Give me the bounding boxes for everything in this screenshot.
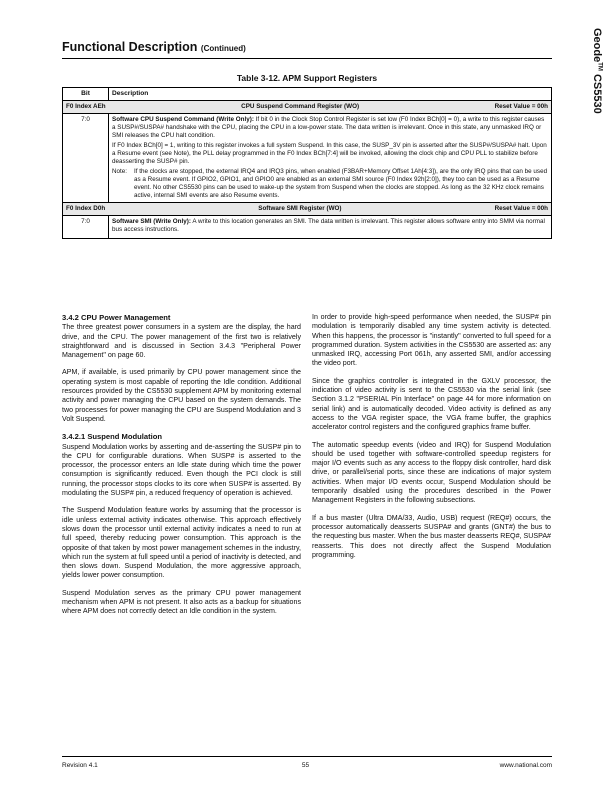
note xyxy=(112,168,548,200)
paragraph: Suspend Modulation serves as the primary CPU power management mechanism when APM is not present. It also acts as a backup for situations where APM does not correctly detect an Idle condition in the system. xyxy=(62,588,301,616)
page-title-continued: (Continued) xyxy=(200,44,246,53)
footer-page-number: 55 xyxy=(301,762,310,769)
page-title-text: Functional Description xyxy=(62,40,198,54)
footer-url: www.national.com xyxy=(499,762,552,769)
note-label: Note: xyxy=(112,168,128,175)
apm-registers-table xyxy=(62,87,552,239)
col-header-description: Description xyxy=(109,88,552,101)
col-header-bit: Bit xyxy=(63,88,109,101)
left-column xyxy=(62,313,301,625)
field-description-2: If F0 Index BCh[0] = 1, writing to this register invokes a full system Suspend. In this case, the SUSP_3V pin is asserted after the SUSP#/SUSPA# halt. Upon a Resume event (see Note), the PLL delay programmed in the F0 Index BCh[7:4] will be invoked, allowing the clock chip and CPU PLL to stabilize before deasserting the SUSP# pin. xyxy=(112,142,547,165)
bit-cell: 7:0 xyxy=(63,216,109,239)
table-row xyxy=(63,114,552,203)
paragraph: The three greatest power consumers in a system are the display, the hard drive, and the CPU. The power management of the first two is relatively straightforward and is discussed in Section 3.4.3 "Peripheral Power Management" on page 60. xyxy=(62,323,301,360)
paragraph: In order to provide high-speed performance when needed, the SUSP# pin modulation is temporarily disabled any time system activity is detected. When this happens, the processor is "instantly" converted to full speed for a programmed duration. System activities in the CS5530 are asserted as: any unmasked IRQ, accessing Port 061h, any asserted SMI, and/or accessing the video port. xyxy=(312,313,551,368)
paragraph: The Suspend Modulation feature works by assuming that the processor is idle unless external activity indicates otherwise. This approach effectively slows down the processor until external activity indicates a need to run at full speed, thereby reducing power consumption. This approach is the opposite of that taken by most power management schemes in the industry, which run the system at full speed until a period of inactivity is detected, and then slows down. Suspend Modulation, the more aggressive approach, yields lower power consumption. xyxy=(62,506,301,580)
table-row xyxy=(63,216,552,239)
register-index: F0 Index D0h xyxy=(66,205,106,212)
register-section-row xyxy=(63,101,552,114)
register-section-row xyxy=(63,203,552,216)
side-trademark: TM xyxy=(596,62,603,71)
register-index: F0 Index AEh xyxy=(66,103,106,110)
right-column xyxy=(312,313,551,568)
field-name: Software SMI (Write Only): xyxy=(112,218,191,225)
description-cell xyxy=(109,114,552,203)
bit-cell: 7:0 xyxy=(63,114,109,203)
register-name: Software SMI Register (WO) xyxy=(258,205,342,212)
register-reset-value: Reset Value = 00h xyxy=(494,103,548,110)
page-title xyxy=(62,40,246,54)
paragraph: If a bus master (Ultra DMA/33, Audio, USB) request (REQ#) occurs, the processor automatically deasserts SUSPA# and grants (GNT#) the bus to the requesting bus master. When the bus master deasserts REQ#, SUSPA# reasserts. This does not directly affect the Suspend Modulation programming. xyxy=(312,513,551,559)
side-tab xyxy=(556,22,606,782)
description-cell xyxy=(109,216,552,239)
field-name: Software CPU Suspend Command (Write Only): xyxy=(112,116,254,123)
section-heading-3-4-2-1: 3.4.2.1 Suspend Modulation xyxy=(62,432,162,442)
field-description: If bit 0 in the Clock Stop Control Register is set low (F0 Index BCh[0] = 0), a write to this register causes a SUSP#/SUSPA# handshake with the CPU, placing the CPU in a low-power state. The data written is irrelevant. Once in this state, any unmasked IRQ or SMI releases the CPU halt condition. xyxy=(112,116,545,139)
side-brand: Geode xyxy=(591,28,603,63)
section-heading-3-4-2: 3.4.2 CPU Power Management xyxy=(62,313,171,322)
register-name: CPU Suspend Command Register (WO) xyxy=(241,103,360,110)
table-caption: Table 3-12. APM Support Registers xyxy=(236,73,378,83)
register-reset-value: Reset Value = 00h xyxy=(494,205,548,212)
table-header-row xyxy=(63,88,552,101)
footer-divider xyxy=(62,756,552,757)
field-description: A write to this location generates an SMI. The data written is irrelevant. This register allows software entry into SMM via normal bus access instructions. xyxy=(112,218,545,233)
footer-revision: Revision 4.1 xyxy=(62,762,98,769)
side-model: CS5530 xyxy=(591,73,603,114)
paragraph: The automatic speedup events (video and IRQ) for Suspend Modulation should be used together with software-controlled speedup registers for major I/O events such as any access to the floppy disk controller, hard disk drive, or parallel/serial ports, since these are indications of major system activities. When major I/O events occur, Suspend Modulation should be temporarily disabled using the procedures described in the Power Management Registers in the following subsections. xyxy=(312,440,551,505)
title-divider xyxy=(62,58,552,59)
paragraph: Since the graphics controller is integrated in the GXLV processor, the indication of video activity is sent to the CS5530 via the serial link (see Section 3.1.2 "PSERIAL Pin Interface" on page 44 for more information on serial link) and is automatically decoded. Video activity is defined as any access to the VGA register space, the VGA frame buffer, the graphics accelerator control registers and the configured graphics frame buffer. xyxy=(312,376,551,432)
paragraph: APM, if available, is used primarily by CPU power management since the operating system is most capable of reporting the Idle condition. Additional resources provided by the CS5530 supplement APM by monitoring external activity and power managing the CPU based on the system demands. The two processes for power managing the CPU are Suspend Modulation and 3 Volt Suspend. xyxy=(62,368,301,423)
paragraph: Suspend Modulation works by asserting and de-asserting the SUSP# pin to the CPU for configurable durations. When SUSP# is asserted to the processor, the processor enters an Idle state during which time the power consumption is significantly reduced. Even though the PCI clock is still running, the processor stops clocks to its core when SUSP# is asserted. By modulating the SUSP# pin, a reduced frequency of operation is achieved. xyxy=(62,442,301,498)
note-text: If the clocks are stopped, the external IRQ4 and IRQ3 pins, when enabled (F3BAR+Memory Offset 1Ah[4:3]), are the only IRQ pins that can be used as a Resume event. If GPIO2, GPIO1, and GPIO0 are enabled as an external SMI source (F0 Index 92h[2:0]), they too can be used as a Resume event. No other CS5530 pins can be used to wake-up the system from Suspend when the clocks are stopped. As long as the 32 KHz clock remains active, internal SMI events are also Resume events. xyxy=(134,168,548,199)
side-product-label xyxy=(591,28,603,228)
